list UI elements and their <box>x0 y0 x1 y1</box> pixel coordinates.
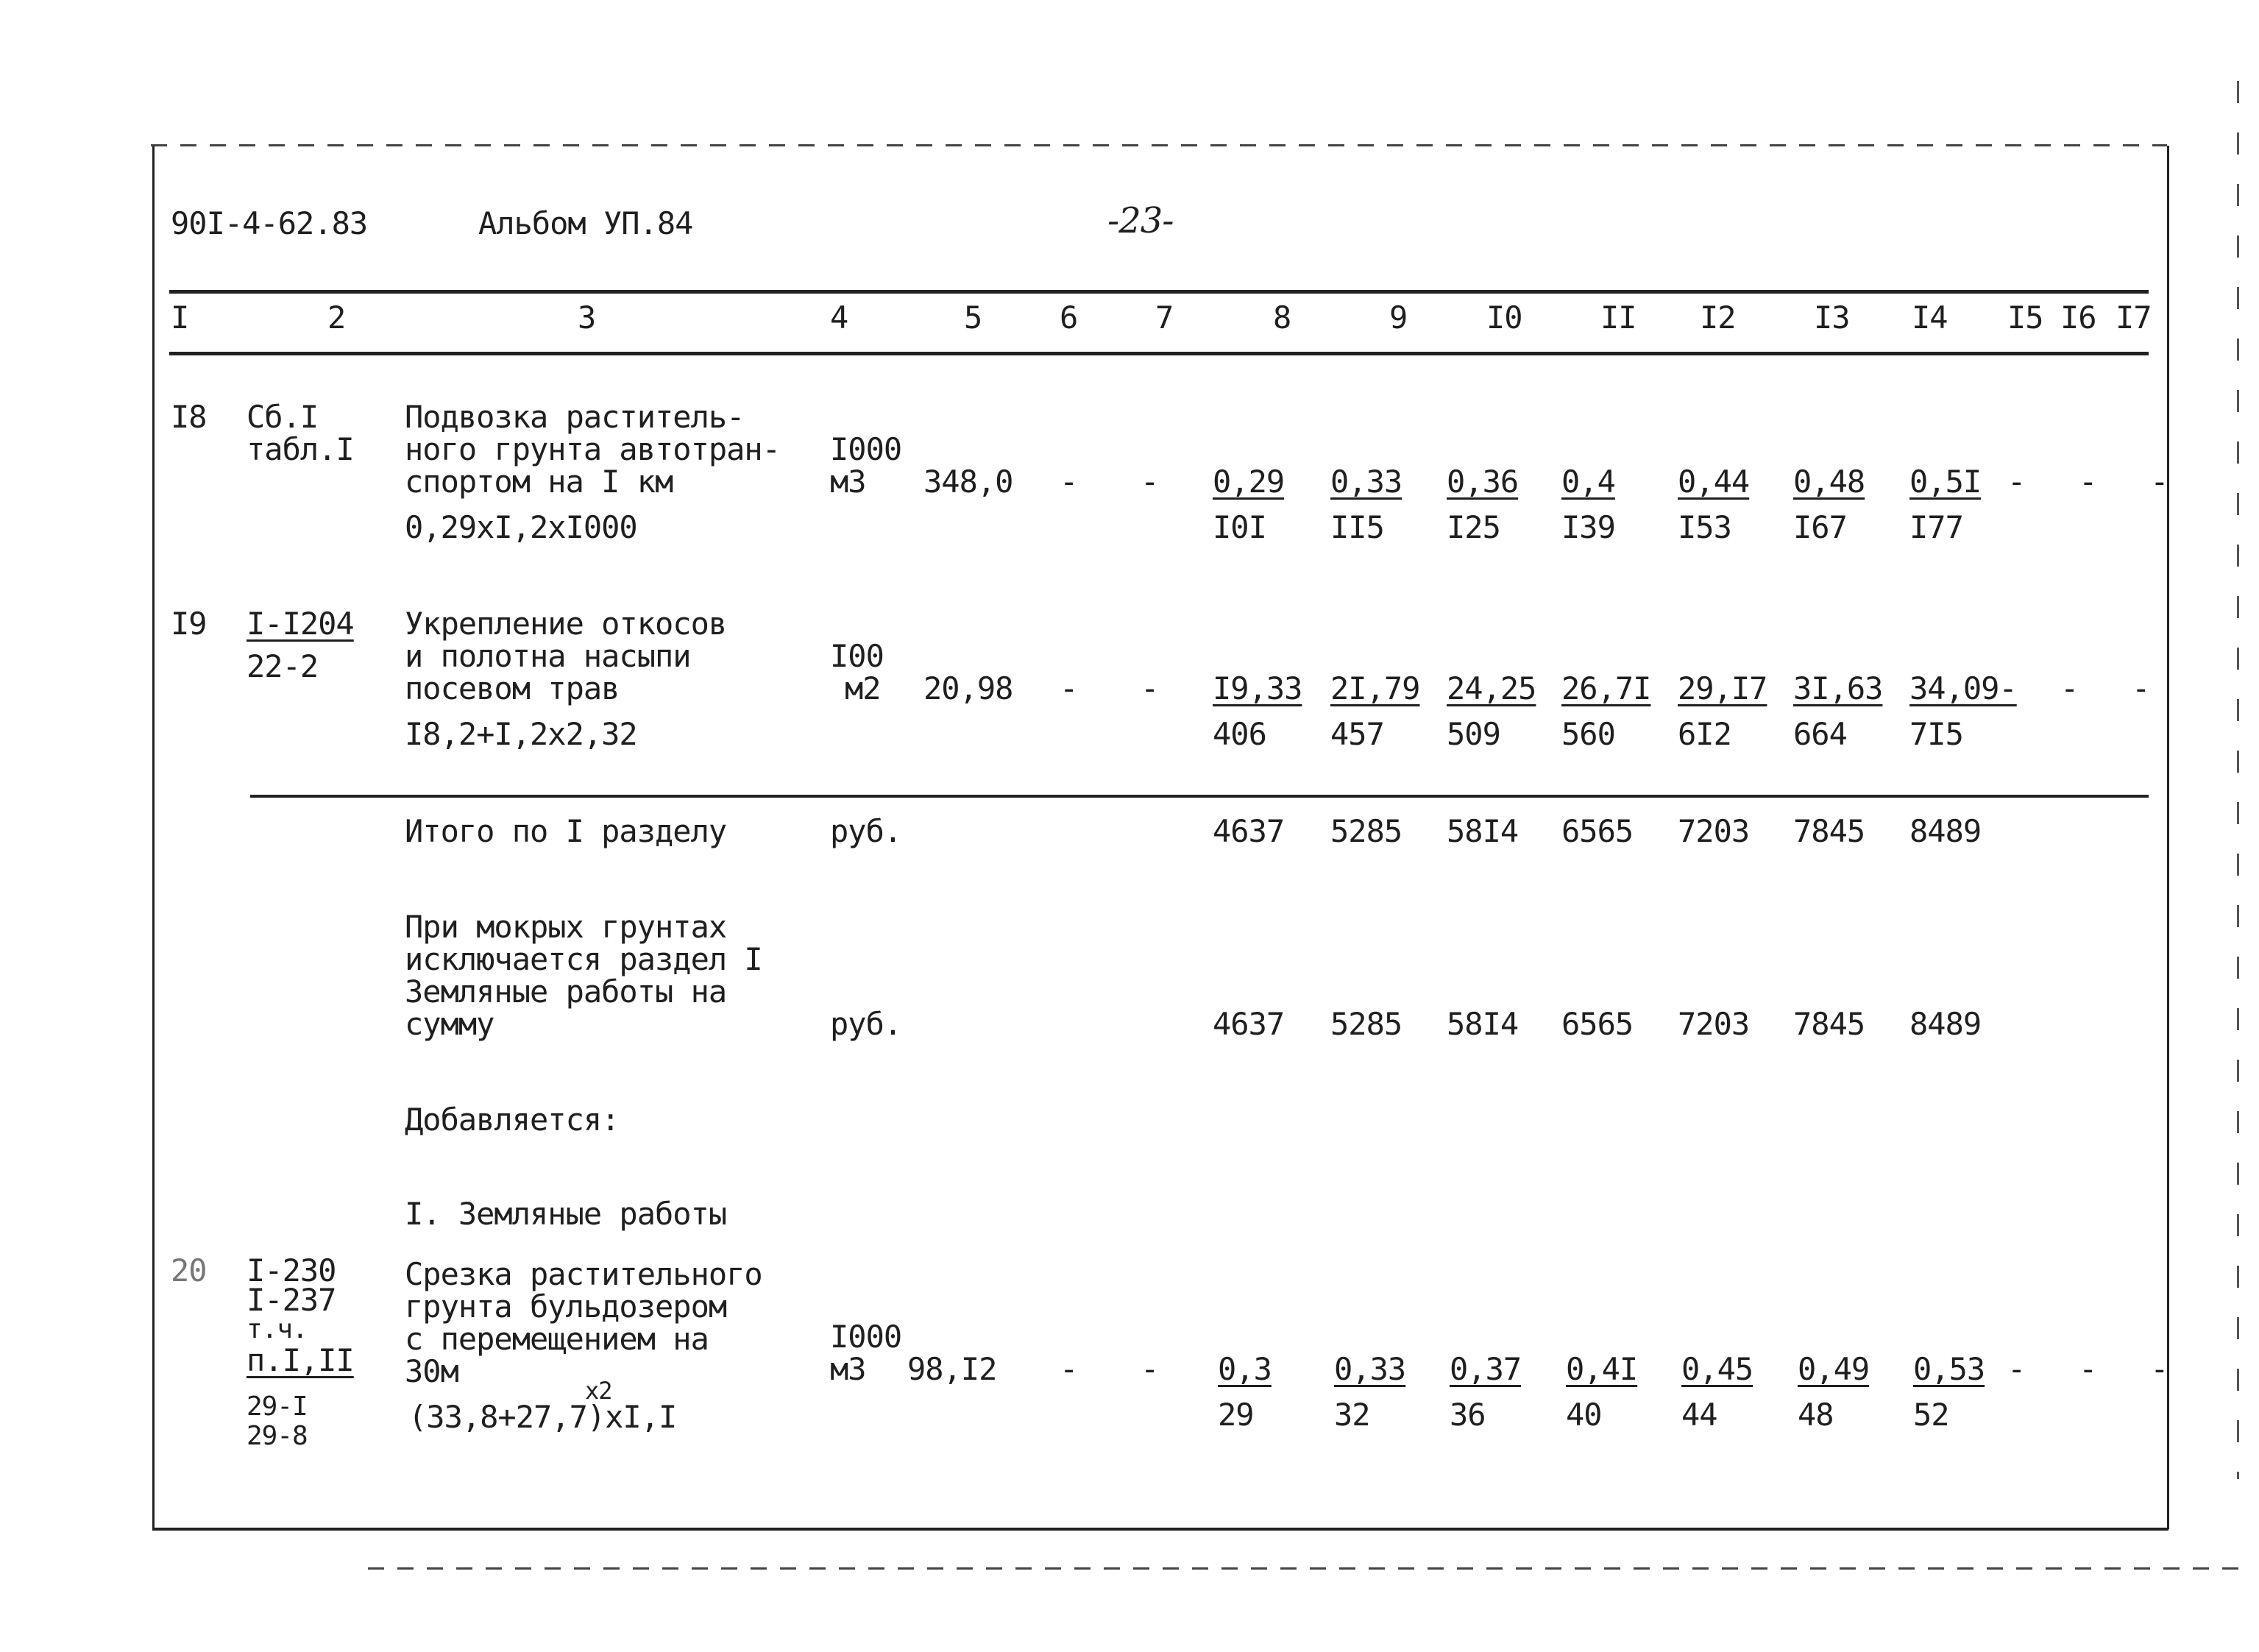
row18-col7: - <box>1141 464 1159 500</box>
row20-top-13: 0,49 <box>1798 1351 1870 1387</box>
row18-unit-2: м3 <box>830 464 866 500</box>
row20-col6: - <box>1060 1351 1078 1387</box>
row19-desc-2: и полотна насыпи <box>405 638 691 674</box>
col-9: 9 <box>1389 299 1408 336</box>
row20-bottom-10: 36 <box>1450 1397 1486 1433</box>
row20-ref-3: т.ч. <box>247 1314 308 1344</box>
frame-top <box>151 144 2167 146</box>
row19-tail: - - <box>2060 670 2150 706</box>
row19-bottom-9: 457 <box>1330 716 1384 752</box>
row19-top-8: I9,33 <box>1213 670 1302 706</box>
row20-top-11: 0,4I <box>1566 1351 1638 1387</box>
row19-desc-3: посевом трав <box>405 670 620 706</box>
row20-bottom-14: 52 <box>1913 1397 1949 1433</box>
total-9: 5285 <box>1330 813 1402 849</box>
wet-unit: руб. <box>830 1006 902 1042</box>
row20-ref-1: I-230 <box>247 1252 336 1288</box>
scan-edge-bottom <box>368 1567 2252 1570</box>
wet-10: 58I4 <box>1447 1006 1519 1042</box>
wet-13: 7845 <box>1793 1006 1865 1042</box>
row20-top-8: 0,3 <box>1218 1351 1272 1387</box>
row18-top-9: 0,33 <box>1330 464 1402 500</box>
row18-unit-1: I000 <box>830 431 902 467</box>
row20-bottom-13: 48 <box>1798 1397 1834 1433</box>
row20-ref-2: I-237 <box>247 1282 336 1318</box>
row18-bottom-13: I67 <box>1793 509 1847 545</box>
row19-bottom-11: 560 <box>1561 716 1615 752</box>
row20-ref-5: 29-I <box>247 1392 308 1422</box>
col-13: I3 <box>1814 299 1850 336</box>
row19-ref-1: I-I204 <box>247 606 354 642</box>
row20-bottom-12: 44 <box>1681 1397 1717 1433</box>
wet-12: 7203 <box>1678 1006 1750 1042</box>
row19-bottom-12: 6I2 <box>1678 716 1731 752</box>
row18-desc-2: ного грунта автотран- <box>405 431 781 467</box>
row19-formula: I8,2+I,2x2,32 <box>405 716 637 752</box>
row18-top-10: 0,36 <box>1447 464 1519 500</box>
header-rule-bottom <box>169 352 2149 355</box>
row20-desc-1: Срезка растительного <box>405 1256 762 1292</box>
row19-ref-2: 22-2 <box>247 648 319 684</box>
row20-desc-3: с перемещением на <box>405 1321 709 1357</box>
row20-desc-2: грунта бульдозером <box>405 1288 727 1325</box>
doc-code: 90I-4-62.83 <box>171 205 368 241</box>
row18-formula: 0,29xI,2xI000 <box>405 509 637 545</box>
album-label: Альбом УП.84 <box>478 205 693 241</box>
col-2: 2 <box>327 299 346 336</box>
row18-desc-3: спортом на I км <box>405 464 673 500</box>
frame-right <box>2167 146 2169 1529</box>
row19-top-10: 24,25 <box>1447 670 1536 706</box>
col-1: I <box>171 299 189 336</box>
row19-top-13: 3I,63 <box>1793 670 1883 706</box>
row20-top-9: 0,33 <box>1334 1351 1406 1387</box>
row19-desc-1: Укрепление откосов <box>405 606 727 642</box>
total-8: 4637 <box>1213 813 1285 849</box>
wet-line-3: Земляные работы на <box>405 974 727 1010</box>
total-13: 7845 <box>1793 813 1865 849</box>
row18-top-8: 0,29 <box>1213 464 1285 500</box>
row20-formula: (33,8+27,7)xI,I <box>408 1399 677 1435</box>
row18-bottom-9: II5 <box>1330 509 1384 545</box>
row20-bottom-9: 32 <box>1334 1397 1370 1433</box>
col-6: 6 <box>1060 299 1078 336</box>
row18-bottom-14: I77 <box>1909 509 1963 545</box>
row20-sup: x2 <box>585 1377 612 1405</box>
wet-11: 6565 <box>1561 1006 1634 1042</box>
total-label: Итого по I разделу <box>405 813 727 849</box>
row18-ref-1: Сб.I <box>247 399 319 435</box>
row20-qty: 98,I2 <box>907 1351 997 1387</box>
col-5: 5 <box>964 299 982 336</box>
wet-9: 5285 <box>1330 1006 1402 1042</box>
scan-edge-right <box>2237 81 2239 1479</box>
row20-bottom-11: 40 <box>1566 1397 1602 1433</box>
row19-unit-1: I00 <box>830 638 884 674</box>
row18-tail: - - - <box>2007 464 2168 500</box>
row18-bottom-10: I25 <box>1447 509 1500 545</box>
row18-top-12: 0,44 <box>1678 464 1750 500</box>
total-rule <box>250 795 2149 798</box>
row19-top-11: 26,7I <box>1561 670 1651 706</box>
row19-top-12: 29,I7 <box>1678 670 1767 706</box>
row20-tail: - - - <box>2007 1351 2168 1387</box>
row19-col7: - <box>1141 670 1159 706</box>
row20-bottom-8: 29 <box>1218 1397 1254 1433</box>
row20-number: 20 <box>171 1252 207 1288</box>
row18-top-11: 0,4 <box>1561 464 1615 500</box>
row19-bottom-13: 664 <box>1793 716 1847 752</box>
row18-bottom-12: I53 <box>1678 509 1731 545</box>
frame-left <box>152 146 155 1529</box>
row20-unit-1: I000 <box>830 1319 902 1355</box>
total-14: 8489 <box>1909 813 1982 849</box>
header-rule-top <box>169 290 2149 294</box>
row20-top-14: 0,53 <box>1913 1351 1985 1387</box>
row20-col7: - <box>1141 1351 1159 1387</box>
row20-desc-4: 30м <box>405 1353 458 1389</box>
col-7: 7 <box>1155 299 1174 336</box>
row19-top-9: 2I,79 <box>1330 670 1420 706</box>
row18-col6: - <box>1060 464 1078 500</box>
row18-bottom-8: I0I <box>1213 509 1266 545</box>
row20-top-10: 0,37 <box>1450 1351 1522 1387</box>
row19-top-14: 34,09- <box>1909 670 2017 706</box>
row18-bottom-11: I39 <box>1561 509 1615 545</box>
col-14: I4 <box>1912 299 1948 336</box>
total-11: 6565 <box>1561 813 1634 849</box>
row18-number: I8 <box>171 399 207 435</box>
row18-top-13: 0,48 <box>1793 464 1865 500</box>
total-10: 58I4 <box>1447 813 1519 849</box>
added-label: Добавляется: <box>405 1102 620 1138</box>
col-16: I6 <box>2060 299 2096 336</box>
row20-top-12: 0,45 <box>1681 1351 1753 1387</box>
row19-bottom-10: 509 <box>1447 716 1500 752</box>
col-4: 4 <box>830 299 848 336</box>
row20-ref-4: п.I,II <box>247 1342 354 1378</box>
col-11: II <box>1600 299 1636 336</box>
wet-line-1: При мокрых грунтах <box>405 909 727 945</box>
col-3: 3 <box>578 299 596 336</box>
row20-ref-6: 29-8 <box>247 1421 308 1451</box>
frame-bottom <box>152 1528 2168 1531</box>
col-8: 8 <box>1273 299 1291 336</box>
row18-desc-1: Подвозка раститель- <box>405 399 745 435</box>
section-heading: I. Земляные работы <box>405 1196 727 1232</box>
row18-ref-2: табл.I <box>247 431 354 467</box>
row19-col6: - <box>1060 670 1078 706</box>
row19-number: I9 <box>171 606 207 642</box>
total-12: 7203 <box>1678 813 1750 849</box>
col-12: I2 <box>1700 299 1736 336</box>
row19-bottom-14: 7I5 <box>1909 716 1963 752</box>
row19-qty: 20,98 <box>923 670 1013 706</box>
row18-qty: 348,0 <box>923 464 1013 500</box>
wet-8: 4637 <box>1213 1006 1285 1042</box>
wet-14: 8489 <box>1909 1006 1982 1042</box>
col-10: I0 <box>1486 299 1522 336</box>
page-number: -23- <box>1107 200 1174 241</box>
row18-top-14: 0,5I <box>1909 464 1982 500</box>
wet-line-4: сумму <box>405 1006 494 1042</box>
row19-bottom-8: 406 <box>1213 716 1266 752</box>
total-unit: руб. <box>830 813 902 849</box>
wet-line-2: исключается раздел I <box>405 941 762 977</box>
row19-unit-2: м2 <box>845 670 881 706</box>
col-17: I7 <box>2116 299 2152 336</box>
row20-unit-2: м3 <box>830 1351 866 1387</box>
col-15: I5 <box>2007 299 2043 336</box>
